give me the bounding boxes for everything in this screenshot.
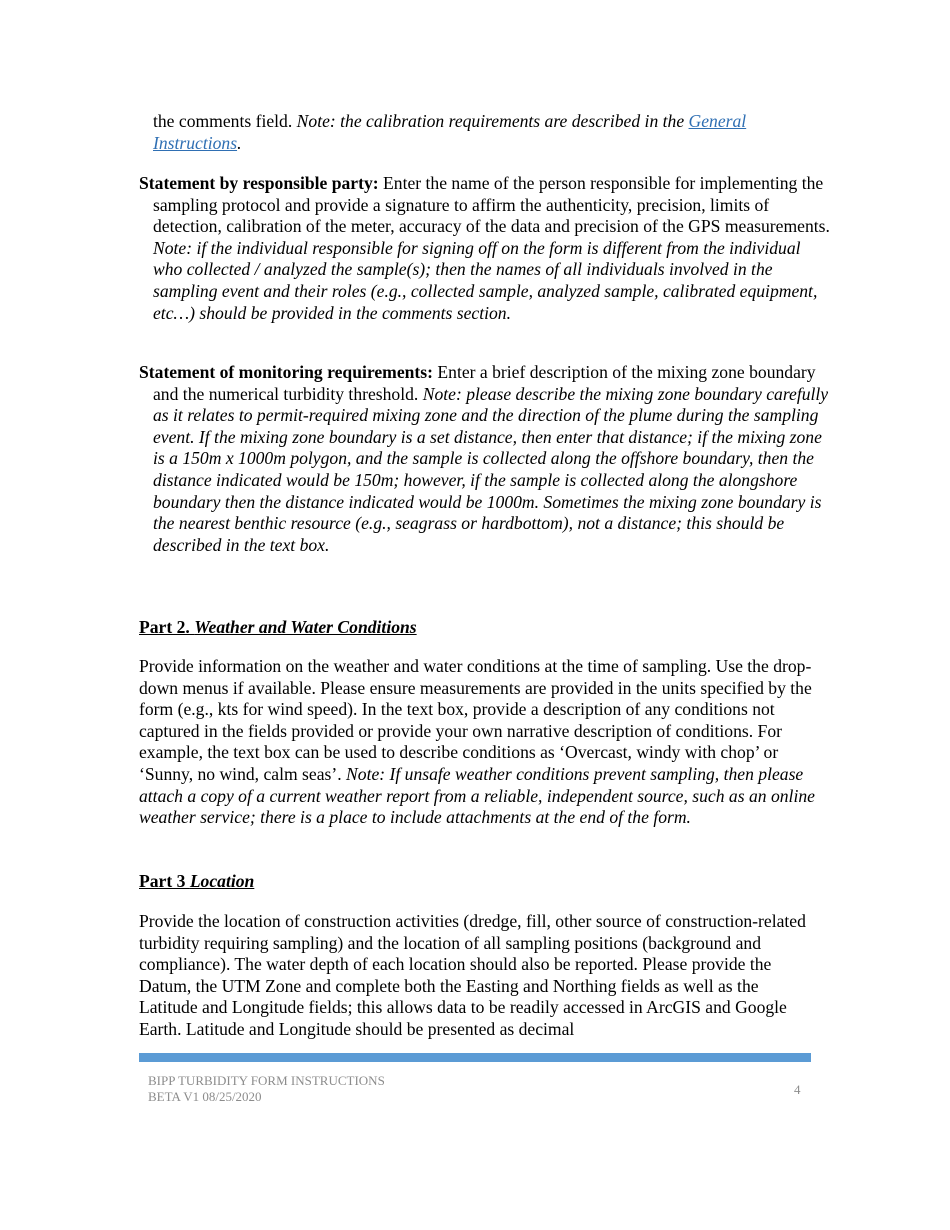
footer-text [148, 1073, 385, 1105]
footer-version: BETA V1 08/25/2020 [148, 1089, 262, 1104]
entry-note: Note: if the individual responsible for signing off on the form is different from the individual who collected / analyzed the sample(s); then the names of all individuals involved in the sampling event and their roles (e.g., collected sample, analyzed sample, calibrated equipment, etc…) should be provided in the comments section. [153, 237, 818, 323]
continuation-text: the comments field. [153, 111, 297, 131]
entry-note: Note: please describe the mixing zone boundary carefully as it relates to permit-required mixing zone and the direction of the plume during the sampling event. If the mixing zone boundary is a set distance, then enter that distance; if the mixing zone is a 150m x 1000m polygon, and the sample is collected along the offshore boundary, then the distance indicated would be 150m; however, if the sample is collected along the alongshore boundary then the distance indicated would be 1000m. Sometimes the mixing zone boundary is the nearest benthic resource (e.g., seagrass or hardbottom), not a distance; this should be described in the text box. [153, 383, 829, 555]
part2-heading: Part 2. Weather and Water Conditions [139, 617, 417, 637]
part2-text: Provide information on the weather and water conditions at the time of sampling. Use the drop-down menus if available. Please ensure measurements are provided in the units specified by the form (e.g., kts for wind speed). In the text box, provide a description of any conditions not captured in the fields provided or provide your own narrative description of conditions. For example, the text box can be used to describe conditions as ‘Overcast, windy with chop’ or ‘Sunny, no wind, calm seas’. [139, 656, 812, 784]
part3-heading: Part 3 Location [139, 871, 255, 891]
page-number: 4 [794, 1082, 801, 1097]
part2-paragraph [139, 656, 815, 829]
continuation-paragraph [153, 111, 813, 154]
entry-label: Statement of monitoring requirements: [139, 362, 433, 382]
footer-title: BIPP TURBIDITY FORM INSTRUCTIONS [148, 1073, 385, 1088]
entry-text: Enter a brief description of the mixing zone boundary and the numerical turbidity threshold. [153, 362, 816, 404]
continuation-note: Note: the calibration requirements are described in the General Instructions. [153, 111, 747, 153]
responsible-party-entry [139, 173, 833, 324]
entry-label: Statement by responsible party: [139, 173, 379, 193]
general-instructions-link[interactable]: General Instructions [153, 111, 747, 153]
part2-note: Note: If unsafe weather conditions prevent sampling, then please attach a copy of a current weather report from a reliable, independent source, such as an online weather service; there is a place to include attachments at the end of the form. [139, 763, 815, 828]
footer-rule [139, 1053, 811, 1062]
part3-text: Provide the location of construction activities (dredge, fill, other source of construction-related turbidity requiring sampling) and the location of all sampling positions (background and compliance). The water depth of each location should also be reported. Please provide the Datum, the UTM Zone and complete both the Easting and Northing fields as well as the Latitude and Longitude fields; this allows data to be readily accessed in ArcGIS and Google Earth. Latitude and Longitude should be presented as decimal [139, 911, 806, 1039]
monitoring-requirements-entry [139, 362, 833, 556]
entry-text: Enter the name of the person responsible for implementing the sampling protocol and provide a signature to affirm the authenticity, precision, limits of detection, calibration of the meter, accuracy of the data and precision of the GPS measurements. [153, 173, 830, 237]
part3-paragraph [139, 911, 815, 1041]
